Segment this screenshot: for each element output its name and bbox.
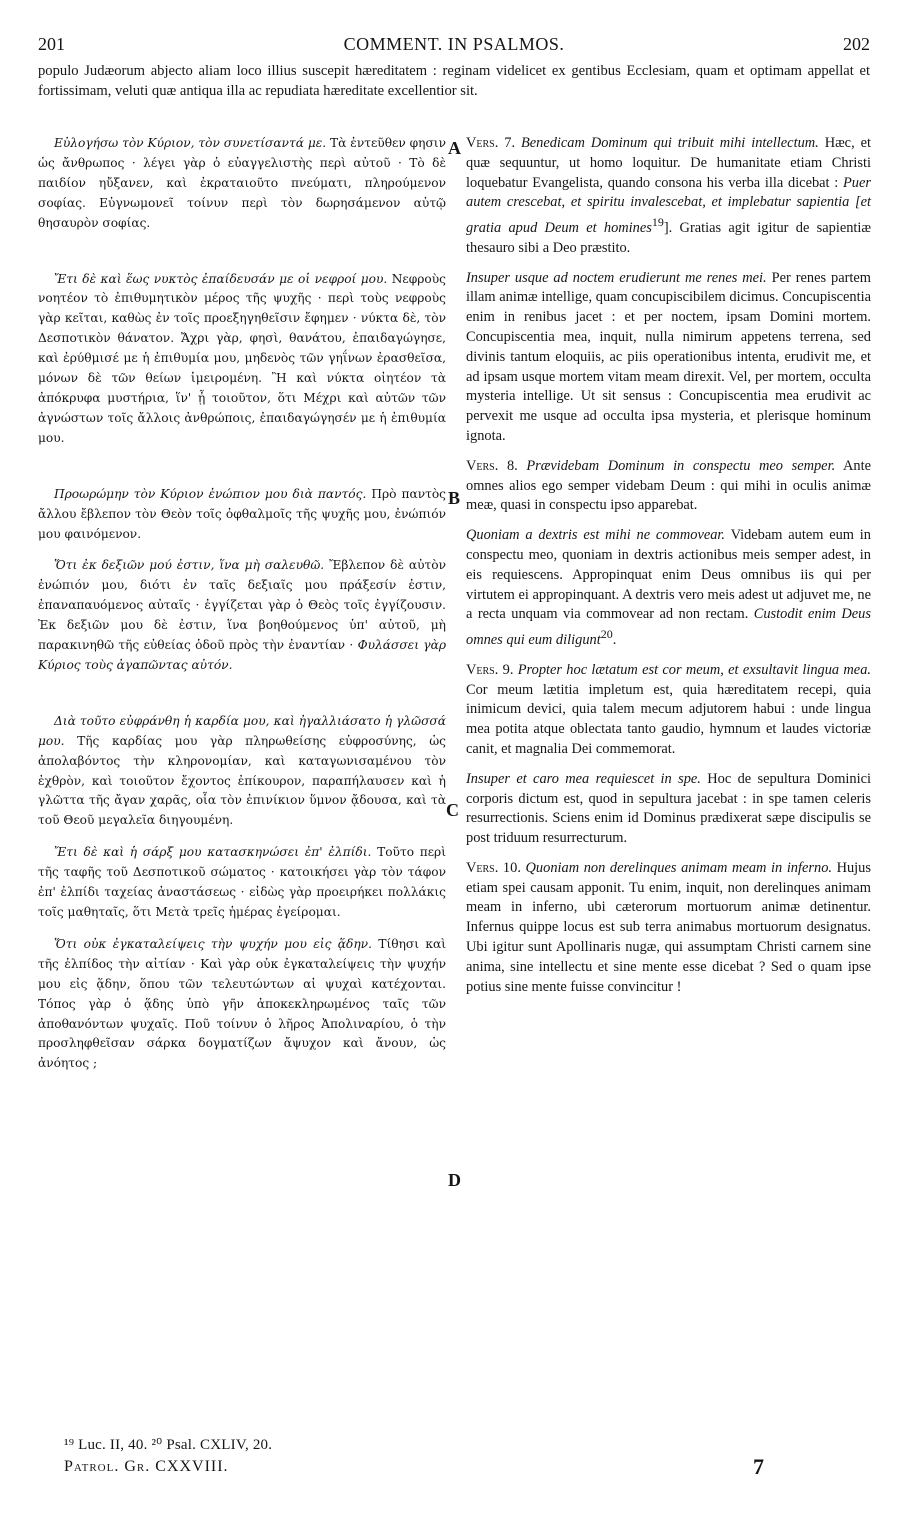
greek-body-4: Ἔβλεπον δὲ αὐτὸν ἐνώπιόν μου, διότι ἐν ταῖς δεξιαῖς μου πράξεσίν ἐστιν, ἐπαναπαυόμενος αὐταῖς · ἐγγίζεται γὰρ ὁ Θεὸς τοῖς ἐγγίζουσιν. Ἐκ δεξιῶν μου δὲ ἐστιν, ἵνα βοηθούμενος ὑπ' αὐτοῦ, μὴ παρακινηθῶ τῆς εὐθείας ὁδοῦ πρὸς τὴν ἐναντίαν · [38, 558, 446, 653]
greek-paragraph-3 [38, 485, 446, 545]
latin-verse-8 [466, 457, 871, 516]
gathering-signature: 7 [753, 1454, 764, 1479]
page-number-left: 201 [38, 34, 65, 54]
greek-body-2: Νεφροὺς νοητέον τὸ ἐπιθυμητικὸν μέρος τῆς ψυχῆς · περὶ τοὺς νεφροὺς γὰρ κεῖται, καθὼς ἐν τοῖς προεξηγηθεῖσιν ἔφημεν · νύκτα δὲ, τὸν Δεσποτικὸν θάνατον. Ἄχρι γὰρ, φησὶ, θανάτου, ἐπαιδαγώγησε, καὶ ἐρύθμισέ με ἡ ἐπιθυμία μου, μηδενὸς τῶν γηΐνων ἐρασθεῖσα, μόνων δὲ τῶν θείων ἱμειρομένη. Ἢ καὶ νύκτα οἰητέον τὰ ἀπόκρυφα μυστήρια, ἵν' ᾖ τοιοῦτον, ὅτι Μέχρι καὶ αὐτῶν τῶν ἀγνώστων τοῖς ἄλλοις ἀνθρώποις, ἐπαιδαγώγησέν με ἡ ἐπιθυμία μου. [38, 271, 446, 445]
latin-body-7b: ]. Gratias agit igitur de sapientiæ thesauro sibi a Deo præstito. [466, 219, 871, 256]
latin-tail-dextris: Custodit enim Deus omnes qui eum diligunt [466, 606, 871, 648]
latin-body-7a: Hæc, et quæ sequuntur, ut homo loquitur. De humanitate etiam Christi loquebatur Evangelista, quando consona his verba illa dicebat : [466, 135, 871, 191]
latin-body-8: Ante omnes alios ego semper videbam Deum : qui mihi in oculis animæ meæ, quasi in conspectu ipso apparebat. [466, 457, 871, 514]
greek-paragraph-5 [38, 712, 446, 831]
page-number-right: 202 [843, 34, 870, 54]
latin-body-9: Cor meum lætitia impletum est, quia hæreditatem recepi, quia inimicum devici, quia talem mecum adjutorem habui : unde lingua mea potita atque oblectata tanto gaudio, hymnum et laudes victoriæ canit, et magnalia Dei commemorat. [466, 681, 871, 757]
latin-paragraph-dextris: Quoniam a dextris est mihi ne commovear. Videbam autem eum in conspectu meo, quoniam in dextris actionibus meis semper adest, in eis requiescens. Appropinquat enim Deus omnibus iis qui per virtutem ei appropinquant. A dextris vero meis adest ut adjuvet me, ne a recta unquam via commovear ad non rectam. Custodit enim Deus omnes qui eum diligunt$^{20}$. [466, 527, 871, 648]
margin-letter-b: B [448, 488, 461, 508]
greek-paragraph-1 [38, 134, 446, 234]
latin-lemma-renes: Insuper usque ad noctem erudierunt me renes mei. [466, 269, 767, 286]
greek-tail-4: Φυλάσσει γὰρ Κύριος τοὺς ἀγαπῶντας αὐτόν. [38, 638, 446, 672]
latin-lemma-8: Prævidebam Dominum in conspectu meo semper. [526, 457, 836, 474]
latin-paragraph-caro [466, 770, 871, 849]
greek-column [38, 134, 446, 1086]
footnotes: ¹⁹ Luc. II, 40. ²⁰ Psal. CXLIV, 20. [64, 1437, 273, 1453]
running-title: COMMENT. IN PSALMOS. [343, 34, 565, 54]
latin-verse-label-8: Vers. 8. [466, 457, 518, 474]
greek-body-1: Τὰ ἐντεῦθεν φησιν ὡς ἄνθρωπος · λέγει γὰρ ὁ εὐαγγελιστὴς περὶ αὐτοῦ · Τὸ δὲ παιδίον ηὔξανεν, καὶ ἐκραταιοῦτο πνεύματι, πληρούμενον σοφίας. Εὐγνωμονεῖ τοίνυν περὶ τὸν δωρησάμενον αὐτῷ θησαυρὸν σοφίας. [38, 136, 446, 230]
latin-paragraph-renes [466, 269, 871, 447]
latin-lemma-caro: Insuper et caro mea requiescet in spe. [466, 770, 701, 787]
greek-lemma-1: Εὐλογήσω τὸν Κύριον, τὸν συνετίσαντά με. [54, 136, 327, 150]
latin-lemma-7: Benedicam Dominum qui tribuit mihi intellectum. [520, 135, 819, 151]
latin-body-dextris: Videbam autem eum in conspectu meo, quoniam in dextris actionibus meis semper adest, in eis requiescens. Appropinquat enim Deus omnibus iis qui per virtutem ei appropinquant. A dextris vero meis adest ut adjuvet me, ne a recta unquam via commovear ad non rectam. [466, 527, 871, 623]
latin-verse-label-10: Vers. 10. [466, 859, 521, 876]
greek-body-7: Τίθησι καὶ τῆς ἐλπίδος τὴν αἰτίαν · Καὶ γὰρ οὐκ ἐγκαταλείψεις τὴν ψυχήν μου εἰς ᾅδην, ὅπου τῶν τελευτώντων αἱ ψυχαὶ κατέχονται. Τόπος γὰρ ὁ ᾅδης ὑπὸ γῆν ἀποκεκληρωμένος ταῖς τῶν ἀποθανόντων ψυχαῖς. Ποῦ τοίνυν ὁ λῆρος Ἀπολιναρίου, ὁ τὴν προσληφθεῖσαν σάρκα δογματίζων ἄψυχον καὶ ἄνουν, ὡς ἀνόητος ; [38, 936, 446, 1071]
latin-body-renes: Per renes partem illam animæ intellige, quam concupiscibilem dicimus. Concupiscentia enim in renibus jacet : et per noctem, ipsam Domini mortem. Concupiscentia mea, inquit, nulla nimirum appetens terrena, sed divinis tantum eloquiis, ac piis operationibus intenta, erudivit me, et ad ipsam usque mortem vitam meam direxit. Vel, per mortem, occulta mysteria intellige. Ut sit sensus : Concupiscentia mea erudivit ac pervexit me usque ad occulta ipsa mysteria, et plerisque hominum ignota. [466, 269, 871, 444]
latin-body-caro: Hoc de sepultura Dominici corporis dictum est, quod in sepultura jacebat : in spe tamen celeris resurrectionis. Sciens enim id Dominus prædixerat sæpe discipulis se post triduum resurrecturum. [466, 770, 871, 847]
greek-paragraph-2 [38, 270, 446, 449]
latin-verse-7 [466, 134, 871, 259]
greek-lemma-4: Ὅτι ἐκ δεξιῶν μού ἐστιν, ἵνα μὴ σαλευθῶ. [54, 558, 325, 573]
greek-lemma-3: Προωρώμην τὸν Κύριον ἐνώπιον μου διὰ παντός. [54, 486, 367, 501]
latin-lemma-dextris: Quoniam a dextris est mihi ne commovear. [466, 527, 726, 544]
latin-column [466, 134, 871, 1007]
latin-verse-label-9: Vers. 9. [466, 661, 514, 678]
greek-paragraph-4 [38, 556, 446, 675]
latin-quote-7: Puer autem crescebat, et spiritu invalescebat, et implebatur sapientia [et gratia apud Deum et homines [466, 174, 871, 236]
latin-verse-10 [466, 859, 871, 998]
footer-signature-line: Patrol. Gr. CXXVIII. [64, 1458, 229, 1475]
footer [64, 1434, 272, 1478]
intro-paragraph: populo Judæorum abjecto aliam loco illius suscepit hæreditatem : reginam videlicet ex gentibus Ecclesiam, quam et optimam appellat et fortissimam, veluti quæ antiqua illa ac repudiata hæreditate excellentior sit. [38, 63, 870, 99]
greek-body-6: Τοῦτο περὶ τῆς ταφῆς τοῦ Δεσποτικοῦ σώματος · κατοικήσει γὰρ τὸν τάφον ἐπ' ἐλπίδι ταχείας ἀναστάσεως · εἰδὼς γὰρ προειρήκει πολλάκις τοῖς μαθηταῖς, ὅτι Μετὰ τρεῖς ἡμέρας ἐγείρομαι. [38, 845, 446, 919]
latin-body-10: Hujus etiam spei causam apponit. Tu enim, inquit, non derelinques animam meam in inferno, ubi cæterorum mortuorum animæ detinentur. Infernus quippe locus est sub terra animabus mortuorum designatus. Ubi igitur sunt Apollinaris nugæ, qui assumptam Christi carnem sine anima, sine intellectu et sine mente esse dicebat ? Sed o quam ipse potius sine mente fuisse convincitur ! [466, 859, 871, 995]
latin-verse-label-7: Vers. 7. [466, 135, 516, 151]
greek-lemma-7: Ὅτι οὐκ ἐγκαταλείψεις τὴν ψυχήν μου εἰς ᾅδην. [54, 936, 372, 951]
greek-lemma-5: Διὰ τοῦτο εὐφράνθη ἡ καρδία μου, καὶ ἠγαλλιάσατο ἡ γλῶσσά μου. [38, 713, 446, 748]
greek-body-5: Τῆς καρδίας μου γὰρ πληρωθείσης εὐφροσύνης, ὡς ἀπολαβόντος τὴν κληρονομίαν, καὶ καταγωνισαμένου τὸν ἐχθρὸν, καὶ τοιοῦτον ἔχοντος ἐπίκουρον, παραπήλαυσεν καὶ ἡ γλῶττα τῆς ἄγαν χαρᾶς, οἷα τὸν ἐπινίκιον ὕμνον ᾄδουσα, καὶ τὰ τοῦ Θεοῦ μεγαλεῖα διηγουμένη. [38, 733, 446, 828]
greek-paragraph-6 [38, 843, 446, 923]
latin-lemma-10: Quoniam non derelinques animam meam in inferno. [525, 859, 832, 876]
greek-lemma-2: Ἔτι δὲ καὶ ἕως νυκτὸς ἐπαίδευσάν με οἱ νεφροί μου. [54, 271, 388, 286]
margin-letter-c: C [446, 800, 459, 820]
footnote-ref-20: 20 [600, 627, 613, 642]
running-header [38, 34, 870, 60]
greek-paragraph-7 [38, 935, 446, 1074]
latin-verse-9 [466, 661, 871, 760]
margin-letter-d: D [448, 1170, 461, 1190]
latin-lemma-9: Propter hoc lætatum est cor meum, et exsultavit lingua mea. [517, 661, 871, 678]
margin-letter-a: A [448, 138, 461, 158]
footnote-ref-19: 19 [651, 215, 664, 230]
greek-body-3: Πρὸ παντὸς ἄλλου ἔβλεπον τὸν Θεὸν τοῖς ὀφθαλμοῖς τῆς ψυχῆς μου, ἐνώπιόν μου φαινόμενον. [38, 486, 447, 541]
greek-lemma-6: Ἔτι δὲ καὶ ἡ σάρξ μου κατασκηνώσει ἐπ' ἐλπίδι. [54, 845, 372, 860]
